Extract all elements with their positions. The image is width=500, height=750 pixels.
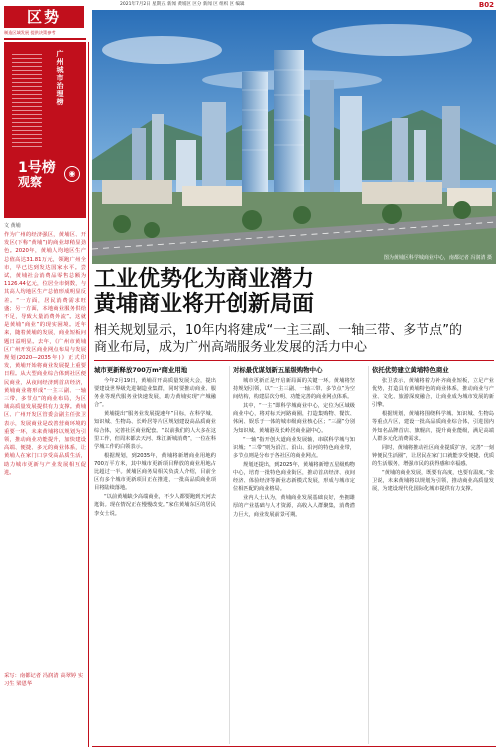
headline-rule xyxy=(94,360,494,361)
article-column-2 xyxy=(233,366,355,744)
section-rule xyxy=(4,38,86,40)
sidebar-column xyxy=(4,42,86,742)
paragraph: 根据规划，到2035年，黄埔将新增商业用地约700万平方米，其中城市更新项目释放的商业用地占比超过一半。黄埔区商务局相关负责人介绍，目前全区有多个城市更新项目正在推进，一批高品质商业项目将陆续落地。 xyxy=(94,452,216,492)
paragraph: “一轴”指开创大道商业发展轴，串联科学城与知识城；“三带”则为沿江、沿山、沿河的特色商业带，多节点则是分布于各社区的商业网点。 xyxy=(233,436,355,459)
main-headline-line2: 黄埔商业将开创新局面 xyxy=(94,292,315,317)
section-subtitle: 制造区域发展 提供决策参考 xyxy=(4,30,56,35)
page-number: B02 xyxy=(478,1,494,9)
paragraph: “黄埔的商业发展，既要有高度，也要有温度。”张卫说，未来黄埔将以规划为引领，推动商业高质量发展，为建设现代化国际化城市提供有力支撑。 xyxy=(372,470,494,493)
subheadline-line2: 商业布局，成为广州高端服务业发展的活力中心 xyxy=(94,340,368,355)
section-title: 区势 xyxy=(4,6,84,28)
banner-label: 观察 xyxy=(18,175,43,189)
city-skyline-photo xyxy=(92,10,496,264)
observation-banner xyxy=(4,42,86,218)
column-divider xyxy=(229,366,230,744)
date-line: 2021年7月2日 星期五 新闻 黄埔区 区分 新闻 区 组织 区 编辑 xyxy=(120,2,245,7)
paragraph: 张卫表示，黄埔将着力补齐商业短板，立足产业优势，打造具有黄埔特色的商业体系，推动商业与产业、文化、旅游深度融合，让商业成为城市发展的新引擎。 xyxy=(372,378,494,409)
paragraph: 城市更新正是开启新局面的关键一环。黄埔将坚持规划引领，以“一主三副、一轴三带、多节点”为空间结构，构建层次分明、功能完善的商业网点体系。 xyxy=(233,378,355,401)
column-divider xyxy=(368,366,369,744)
column-1-heading: 城市更新释放700万m²商业用地 xyxy=(94,366,188,374)
column-3-heading: 依托优势建立黄埔特色商业 xyxy=(372,366,449,374)
paragraph: 今年2月19日，黄埔召开高质量发展大会，提出要建设世界级先进制造业集群，同时要推动商业、服务业等现代服务业快速发展，助力黄埔实现“产城融合”。 xyxy=(94,378,216,409)
paragraph: 根据规划，黄埔将围绕科学城、知识城、生物岛等重点片区，建设一批高品质商业综合体，引进国内外知名品牌首店、旗舰店，提升商业能级，满足高端人群多元化消费需求。 xyxy=(372,411,494,442)
sidebar-credit: 采写：南都记者 冯润清 高翠婷 实习生 梁恩华 xyxy=(4,673,84,688)
photo-caption: 图为黄埔区科学城商业中心，南都记者 冯润清 摄 xyxy=(383,255,492,261)
sidebar-byline: 文 黄埔 xyxy=(4,223,21,229)
article-column-3 xyxy=(372,366,494,744)
article-column-1 xyxy=(94,366,216,744)
eye-icon: ◉ xyxy=(64,166,80,182)
column-divider xyxy=(88,42,89,747)
paragraph: 其中，“一主”即科学城商业中心，定位为区域级商业中心，将对标天河路商圈，打造集购物、餐饮、休闲、娱乐于一体的城市级商业核心区；“三副”分别为知识城、黄埔港及长岭居商业副中心。 xyxy=(233,403,355,434)
paragraph: 同时，黄埔将推动社区商业提质扩容，完善“一刻钟便民生活圈”，让居民在家门口就能享受便捷、优质的生活服务，增强市民的获得感和幸福感。 xyxy=(372,444,494,467)
main-headline-line1: 工业优势化为商业潜力 xyxy=(94,267,315,292)
bottom-rule xyxy=(92,746,496,747)
paragraph: 黄埔提出“服务业发展提速年”目标，在科学城、知识城、生物岛、长岭居等片区规划建设高品质商业综合体，完善社区商业配套。“以前我们的人大多在这里工作，但周末都去天河、珠江新城消费”，一位在科学城工作的白领表示。 xyxy=(94,411,216,450)
banner-vertical-title: 广州城市治理榜 xyxy=(56,50,64,106)
banner-number: 1号榜 xyxy=(18,160,56,176)
paragraph: “以前黄埔缺少高端商业，不少人都要跑到天河去逛街。现在情况正在慢慢改变。”家住黄埔东区的居民李女士说。 xyxy=(94,494,216,517)
paragraph: 业内人士认为，黄埔商业发展基础良好，坐拥雄厚的产业基础与人才资源，高收入人群聚集，消费潜力巨大，商业发展前景可期。 xyxy=(233,495,355,518)
skyline-illustration xyxy=(92,10,496,264)
paragraph: 规划还提出，到2025年，黄埔将新增五星级购物中心，培育一批特色商业街区，推动首店经济、夜间经济、体验经济等新业态新模式发展，形成与城市定位相匹配的商业格局。 xyxy=(233,461,355,493)
column-2-heading: 对标最优谋划新五星级购物中心 xyxy=(233,366,323,374)
decorative-lines xyxy=(12,54,42,149)
subheadline-line1: 相关规划显示，10年内将建成“一主三副、一轴三带、多节点”的 xyxy=(94,323,463,338)
sidebar-commentary: 作为广州的经济强区，黄埔区、开发区(下称“黄埔”)的商业却稍显劲色。2020年，黄埔人均地区生产总值高达31.81万元，领跑广州全市，早已达到发达国家水平。尝试，黄埔社会消费品零售总额为1126.44亿元，位居全市倒数，与其高人均地区生产总值形成明显反差。“一方面，居民消费需求旺盛；另一方面，本地商业服务供给不足，导致大量消费外流”。这就是黄埔“商业”的现实困境。近年来，随着黄埔的发展，商业短板问题日益明显。去年，《广州市黄埔区广州开发区商业网点布局与发展规划(2020—2035年)》正式印发，黄埔开始将商业发展提上重要日程。从大型商业综合体到社区便民商业，从夜间经济到首店经济，黄埔商业将形成“一主三副、一轴三带、多节点”的商业布局，为区域高质量发展提供有力支撑。黄埔区、广州开发区管委会副主任张卫表示，发展商业是改善营商环境的重要一环，未来黄埔将以规划为引领，推动商业功能提升，加快建设高端、便捷、多元的商业体系，让黄埔人在家门口享受高品质生活，助力城市更新与产业发展相互促进。 xyxy=(4,232,86,476)
